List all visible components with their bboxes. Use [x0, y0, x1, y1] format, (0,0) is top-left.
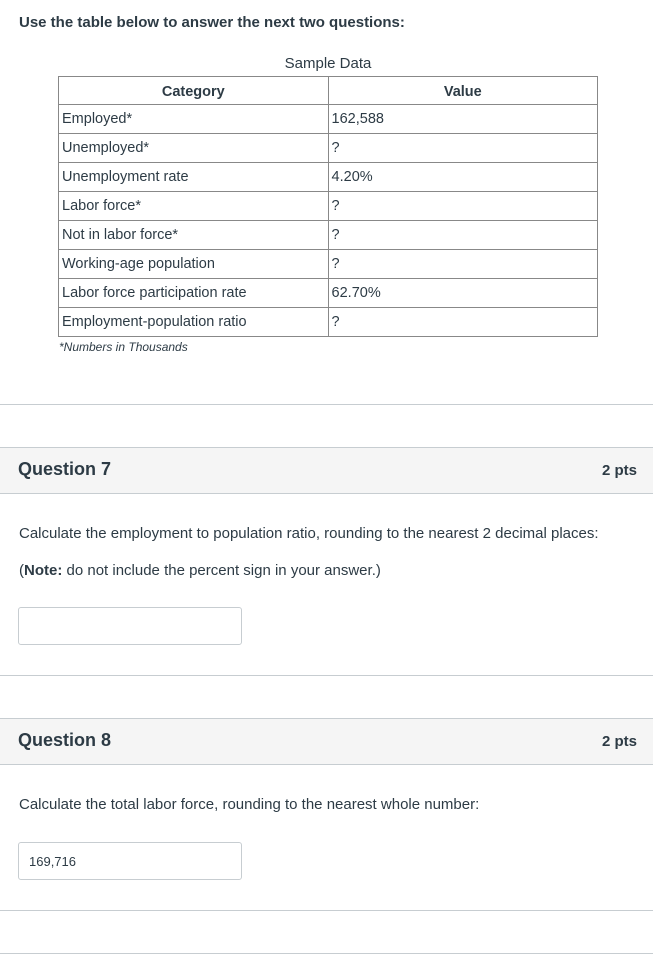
- question-7-note: (Note: do not include the percent sign in your answer.): [19, 562, 381, 579]
- question-points: 2 pts: [601, 462, 637, 479]
- row-value: ?: [328, 221, 597, 250]
- section-divider: [0, 404, 653, 405]
- row-value: 4.20%: [328, 163, 597, 192]
- table-row: [59, 134, 598, 163]
- note-label: Note:: [24, 562, 63, 579]
- row-value: 162,588: [328, 105, 597, 134]
- header-value: Value: [328, 77, 597, 105]
- table-row: [59, 279, 598, 308]
- question-8-text: Calculate the total labor force, rounding to the nearest whole number:: [19, 796, 480, 813]
- table-row: [59, 250, 598, 279]
- instructions-text: Use the table below to answer the next two questions:: [19, 14, 405, 31]
- question-7-text: Calculate the employment to population ratio, rounding to the nearest 2 decimal places:: [19, 525, 599, 542]
- table-row: [59, 163, 598, 192]
- table-row: [59, 105, 598, 134]
- question-title: Question 8: [18, 730, 112, 750]
- row-value: ?: [328, 192, 597, 221]
- row-category: Unemployment rate: [59, 163, 329, 192]
- question-7-header: [0, 447, 653, 494]
- section-divider: [0, 675, 653, 676]
- row-value: ?: [328, 134, 597, 163]
- row-category: Working-age population: [59, 250, 329, 279]
- sample-data-table: [58, 76, 598, 337]
- question-8-header: [0, 718, 653, 765]
- question-points: 2 pts: [601, 733, 637, 750]
- question-7-answer-input[interactable]: [18, 607, 242, 645]
- table-row: [59, 192, 598, 221]
- row-value: ?: [328, 308, 597, 337]
- table-header-row: [59, 77, 598, 105]
- header-category: Category: [59, 77, 329, 105]
- row-value: ?: [328, 250, 597, 279]
- question-title: Question 7: [18, 459, 112, 479]
- section-divider: [0, 910, 653, 911]
- table-row: [59, 221, 598, 250]
- row-category: Labor force*: [59, 192, 329, 221]
- question-8-answer-input[interactable]: [18, 842, 242, 880]
- row-value: 62.70%: [328, 279, 597, 308]
- table-row: [59, 308, 598, 337]
- row-category: Employed*: [59, 105, 329, 134]
- table-caption: Sample Data: [284, 55, 372, 72]
- section-divider: [0, 953, 653, 954]
- row-category: Employment-population ratio: [59, 308, 329, 337]
- row-category: Unemployed*: [59, 134, 329, 163]
- row-category: Labor force participation rate: [59, 279, 329, 308]
- table-footnote: *Numbers in Thousands: [59, 340, 188, 354]
- row-category: Not in labor force*: [59, 221, 329, 250]
